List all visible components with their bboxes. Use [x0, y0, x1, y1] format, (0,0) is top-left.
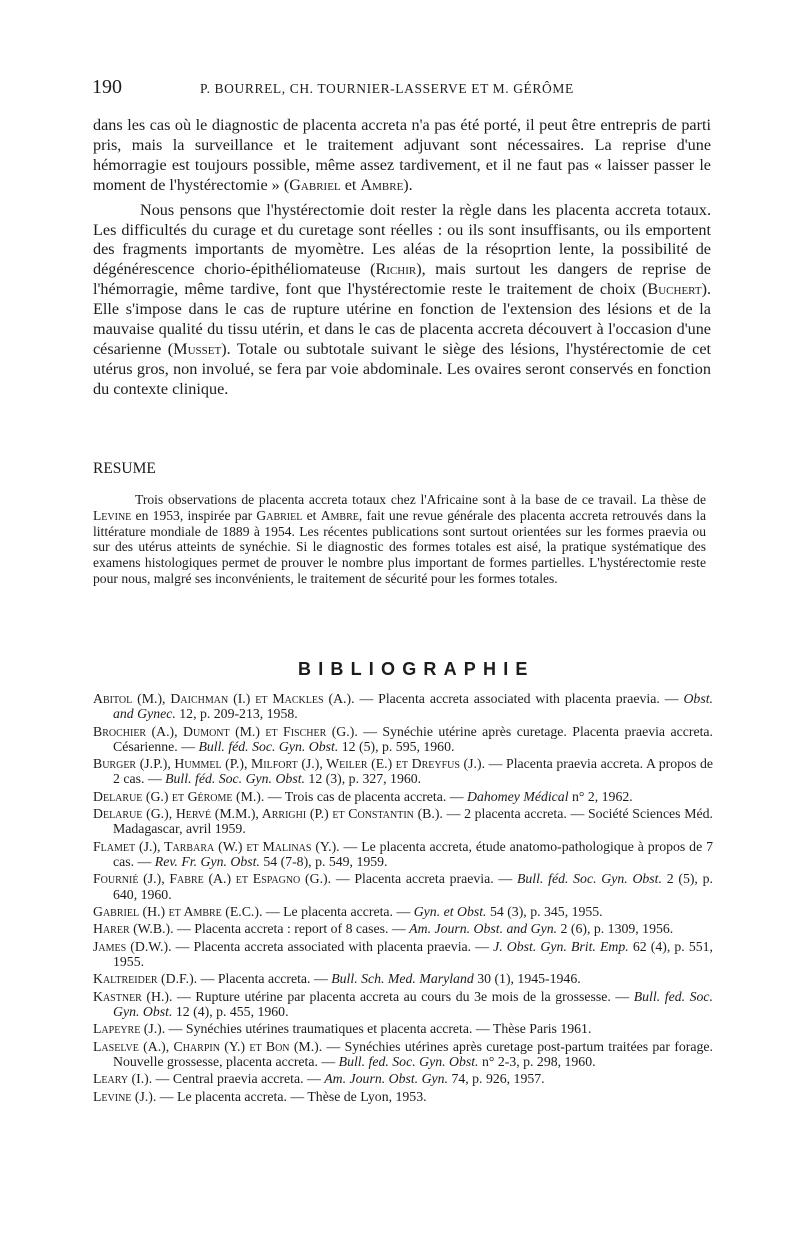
bibliography-entry: Lapeyre (J.). — Synéchies utérines traumatiques et placenta accreta. — Thèse Paris 1961. [93, 1021, 592, 1037]
bibliography-entry: Burger (J.P.), Hummel (P.), Milfort (J.), Weiler (E.) et Dreyfus (J.). — Placenta praevia accreta. A propos de 2 cas. — Bull. féd. Soc. Gyn. Obst. 12 (3), p. 327, 1960. [93, 756, 713, 787]
running-head: P. BOURREL, CH. TOURNIER-LASSERVE ET M. GÉRÔME [200, 81, 574, 96]
page-header [92, 76, 712, 102]
bibliography-entry: Laselve (A.), Charpin (Y.) et Bon (M.). — Synéchies utérines après curetage post-partum traitées par forage. Nouvelle grossesse, placenta accreta. — Bull. fed. Soc. Gyn. Obst. n° 2-3, p. 298, 1960. [93, 1038, 714, 1069]
paragraph-1: dans les cas où le diagnostic de placenta accreta n'a pas été porté, il peut être entrepris de parti pris, mais la surveillance et le traitement adjuvant sont nécessaires. La reprise d'une hémorragie est toujours possible, même assez tardivement, et il ne faut pas « laisser passer le moment de l'hystérectomie » (Gabriel et Ambre). [93, 116, 711, 194]
bibliography-entry: Fournié (J.), Fabre (A.) et Espagno (G.). — Placenta accreta praevia. — Bull. féd. Soc. Gyn. Obst. 2 (5), p. 640, 1960. [93, 871, 713, 902]
page-number: 190 [92, 76, 122, 98]
resume-text: Trois observations de placenta accreta totaux chez l'Africaine sont à la base de ce travail. La thèse de Levine en 1953, inspirée par Gabriel et Ambre, fait une revue générale des placenta accreta retrouvés dans la littérature mondiale de 1889 à 1954. Les récentes publications sont surtout orientées sur les formes praevia ou sur des utérus atteints de synéchie. Si le diagnostic des formes totales est aisé, la pratique systématique des examens histologiques permet de prouver le nombre plus important de formes partielles. L'hystérectomie reste pour nous, malgré ses inconvénients, le traitement de sécurité pour les formes totales. [93, 492, 706, 586]
bibliography-entry: Kastner (H.). — Rupture utérine par placenta accreta au cours du 3e mois de la grossesse. — Bull. fed. Soc. Gyn. Obst. 12 (4), p. 455, 1960. [93, 988, 713, 1019]
bibliography-entry: Delarue (G.), Hervé (M.M.), Arrighi (P.) et Constantin (B.). — 2 placenta accreta. — Société Sciences Méd. Madagascar, avril 1959. [93, 806, 713, 837]
bibliography-title: BIBLIOGRAPHIE [298, 659, 535, 679]
bibliography-list [93, 691, 713, 1106]
bibliography-entry: Abitol (M.), Daichman (I.) et Mackles (A.). — Placenta accreta associated with placenta praevia. — Obst. and Gynec. 12, p. 209-213, 1958. [93, 691, 713, 722]
bibliography-entry: Flamet (J.), Tarbara (W.) et Malinas (Y.). — Le placenta accreta, étude anatomo-pathologique à propos de 7 cas. — Rev. Fr. Gyn. Obst. 54 (7-8), p. 549, 1959. [93, 838, 713, 869]
bibliography-entry: Gabriel (H.) et Ambre (E.C.). — Le placenta accreta. — Gyn. et Obst. 54 (3), p. 345, 1955. [93, 903, 603, 919]
bibliography-entry: Delarue (G.) et Gérome (M.). — Trois cas de placenta accreta. — Dahomey Médical n° 2, 1962. [93, 788, 633, 804]
bibliography-entry: Harer (W.B.). — Placenta accreta : report of 8 cases. — Am. Journ. Obst. and Gyn. 2 (6), p. 1309, 1956. [93, 921, 674, 937]
body-text [93, 116, 711, 400]
paragraph-2: Nous pensons que l'hystérectomie doit rester la règle dans les placenta accreta totaux. Les difficultés du curage et du curetage sont réelles : ou ils sont insuffisants, ou ils emportent des fragments importants de myomètre. Les aléas de la résoprtion lente, la possibilité de dégénérescence chorio-épithéliomateuse (Richir), mais surtout les dangers de reprise de l'hémorragie, même tardive, font que l'hystérectomie reste le traitement de choix (Buchert). Elle s'impose dans le cas de rupture utérine en fonction de l'extension des lésions et de la mauvaise qualité du tissu utérin, et dans le cas de placenta accreta découvert à l'occasion d'une césarienne (Musset). Totale ou subtotale suivant le siège des lésions, l'hystérectomie de cet utérus gros, non involué, se fera par voie abdominale. Les ovaires seront conservés en fonction du contexte clinique. [93, 200, 711, 398]
bibliography-entry: Leary (I.). — Central praevia accreta. — Am. Journ. Obst. Gyn. 74, p. 926, 1957. [93, 1071, 545, 1087]
bibliography-entry: Kaltreider (D.F.). — Placenta accreta. — Bull. Sch. Med. Maryland 30 (1), 1945-1946. [93, 971, 581, 987]
bibliography-entry: Levine (J.). — Le placenta accreta. — Thèse de Lyon, 1953. [93, 1088, 427, 1104]
resume-heading: RESUME [93, 460, 156, 477]
bibliography-entry: Brochier (A.), Dumont (M.) et Fischer (G.). — Synéchie utérine après curetage. Placenta praevia accreta. Césarienne. — Bull. féd. Soc. Gyn. Obst. 12 (5), p. 595, 1960. [93, 723, 713, 754]
bibliography-entry: James (D.W.). — Placenta accreta associated with placenta praevia. — J. Obst. Gyn. Brit. Emp. 62 (4), p. 551, 1955. [93, 938, 713, 969]
